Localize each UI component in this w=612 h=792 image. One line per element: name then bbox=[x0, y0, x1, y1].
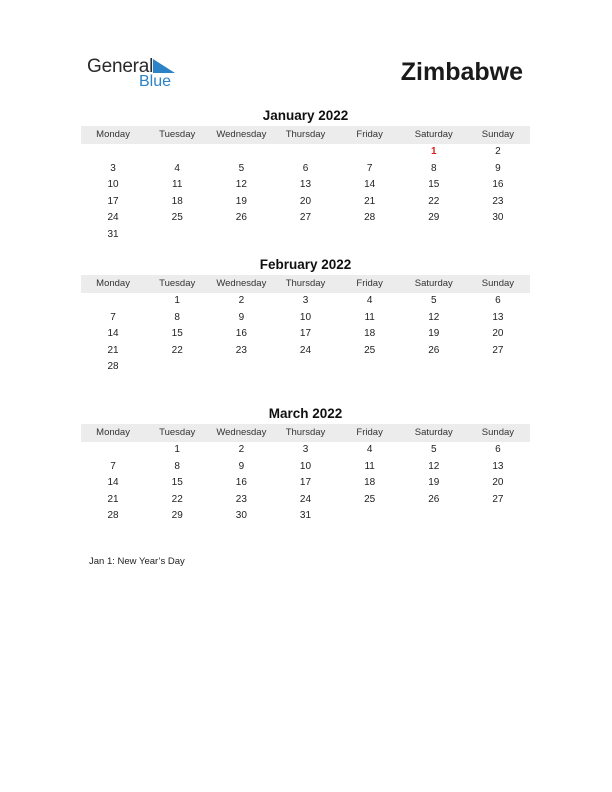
weekday-label: Friday bbox=[356, 427, 383, 438]
day-cell: 27 bbox=[492, 493, 504, 505]
weekday-label: Wednesday bbox=[216, 278, 267, 289]
day-cell: 15 bbox=[171, 477, 183, 489]
day-cell: 20 bbox=[492, 328, 504, 340]
day-cell: 26 bbox=[428, 344, 440, 356]
day-cell: 17 bbox=[299, 477, 312, 489]
empty-day-cell bbox=[81, 442, 145, 459]
empty-day-cell bbox=[338, 144, 402, 161]
day-cell: 6 bbox=[495, 444, 501, 455]
empty-day-cell bbox=[466, 508, 530, 525]
day-cell: 26 bbox=[235, 212, 247, 224]
day-cell: 3 bbox=[110, 162, 116, 174]
weekday-label: Wednesday bbox=[216, 427, 267, 438]
day-cell: 24 bbox=[299, 344, 312, 356]
day-cell: 20 bbox=[299, 195, 312, 207]
day-cell: 2 bbox=[238, 444, 245, 455]
day-cell: 8 bbox=[174, 460, 180, 472]
day-cell: 6 bbox=[495, 295, 501, 306]
weekday-header-row bbox=[81, 424, 530, 442]
empty-day-cell bbox=[273, 227, 337, 244]
empty-day-cell bbox=[273, 359, 337, 376]
day-cell: 23 bbox=[235, 493, 247, 505]
generalblue-logo bbox=[87, 56, 187, 92]
day-cell: 28 bbox=[107, 361, 119, 373]
day-cell: 30 bbox=[235, 510, 247, 522]
day-cell: 31 bbox=[107, 228, 119, 240]
day-cell: 29 bbox=[171, 510, 183, 522]
day-cell: 13 bbox=[492, 311, 504, 323]
week-row bbox=[81, 343, 530, 360]
day-cell: 4 bbox=[174, 162, 180, 174]
day-cell: 1 bbox=[174, 444, 180, 455]
empty-day-cell bbox=[402, 359, 466, 376]
day-cell: 7 bbox=[366, 162, 373, 174]
day-cell: 12 bbox=[428, 460, 440, 472]
day-cell: 15 bbox=[171, 328, 183, 340]
day-cell: 22 bbox=[171, 493, 183, 505]
day-cell: 14 bbox=[107, 477, 119, 489]
month-grid bbox=[81, 144, 530, 244]
day-cell: 16 bbox=[235, 328, 247, 340]
day-cell: 12 bbox=[428, 311, 440, 323]
week-row bbox=[81, 161, 530, 178]
empty-day-cell bbox=[466, 359, 530, 376]
empty-day-cell bbox=[209, 144, 273, 161]
month-calendar-january bbox=[81, 107, 530, 244]
day-cell: 20 bbox=[492, 477, 504, 489]
weekday-label: Sunday bbox=[481, 129, 515, 140]
weekday-label: Saturday bbox=[414, 427, 453, 438]
empty-day-cell bbox=[145, 359, 209, 376]
logo-text-blue: Blue bbox=[139, 73, 172, 90]
week-row bbox=[81, 177, 530, 194]
weekday-header-row bbox=[81, 126, 530, 144]
day-cell: 29 bbox=[428, 212, 440, 224]
day-cell: 23 bbox=[235, 344, 247, 356]
day-cell: 17 bbox=[107, 195, 119, 207]
weekday-label: Saturday bbox=[414, 129, 453, 140]
day-cell: 28 bbox=[364, 212, 376, 224]
day-cell: 24 bbox=[299, 493, 312, 505]
day-cell: 25 bbox=[364, 493, 376, 505]
weekday-label: Monday bbox=[96, 129, 130, 140]
day-cell: 4 bbox=[366, 444, 373, 455]
week-row bbox=[81, 310, 530, 327]
day-cell: 26 bbox=[428, 493, 440, 505]
empty-day-cell bbox=[338, 359, 402, 376]
empty-day-cell bbox=[466, 227, 530, 244]
day-cell: 27 bbox=[299, 212, 312, 224]
day-cell: 25 bbox=[171, 212, 183, 224]
day-cell: 18 bbox=[364, 328, 376, 340]
weekday-label: Monday bbox=[96, 427, 130, 438]
month-title: March 2022 bbox=[268, 406, 343, 421]
empty-day-cell bbox=[338, 227, 402, 244]
day-cell: 22 bbox=[171, 344, 183, 356]
day-cell: 30 bbox=[492, 212, 504, 224]
day-cell: 2 bbox=[495, 146, 501, 157]
day-cell: 8 bbox=[430, 162, 437, 174]
weekday-label: Thursday bbox=[285, 427, 326, 438]
weekday-label: Thursday bbox=[285, 278, 326, 289]
day-cell: 21 bbox=[107, 344, 119, 356]
week-row bbox=[81, 326, 530, 343]
day-cell: 4 bbox=[366, 295, 373, 306]
day-cell: 11 bbox=[364, 311, 375, 323]
day-cell: 8 bbox=[174, 311, 180, 323]
day-cell: 21 bbox=[107, 493, 119, 505]
day-cell: 14 bbox=[107, 328, 119, 340]
day-cell: 16 bbox=[235, 477, 247, 489]
day-cell: 22 bbox=[428, 195, 440, 207]
day-cell: 18 bbox=[171, 195, 183, 207]
day-cell: 24 bbox=[107, 212, 119, 224]
day-cell: 19 bbox=[428, 477, 440, 489]
empty-day-cell bbox=[209, 359, 273, 376]
day-cell: 11 bbox=[364, 460, 375, 472]
week-row bbox=[81, 144, 530, 161]
day-cell: 27 bbox=[492, 344, 504, 356]
week-row bbox=[81, 475, 530, 492]
week-row bbox=[81, 359, 530, 376]
week-row bbox=[81, 194, 530, 211]
day-cell: 17 bbox=[299, 328, 312, 340]
month-grid bbox=[81, 293, 530, 376]
empty-day-cell bbox=[402, 227, 466, 244]
holiday-note: Jan 1: New Year’s Day bbox=[89, 556, 185, 567]
day-cell: 6 bbox=[302, 162, 309, 174]
empty-day-cell bbox=[273, 144, 337, 161]
weekday-label: Sunday bbox=[481, 278, 515, 289]
month-calendar-february bbox=[81, 256, 530, 376]
day-cell: 3 bbox=[302, 444, 309, 455]
day-cell: 13 bbox=[299, 179, 312, 191]
day-cell: 9 bbox=[238, 460, 245, 472]
day-cell: 31 bbox=[299, 510, 312, 522]
day-cell: 5 bbox=[238, 162, 245, 174]
empty-day-cell bbox=[81, 293, 145, 310]
day-cell: 5 bbox=[430, 444, 437, 455]
day-cell: 2 bbox=[238, 295, 245, 306]
day-cell: 11 bbox=[172, 179, 183, 191]
day-cell: 15 bbox=[428, 179, 440, 191]
day-cell: 1 bbox=[430, 146, 437, 157]
weekday-label: Tuesday bbox=[159, 427, 196, 438]
day-cell: 10 bbox=[299, 460, 312, 472]
weekday-label: Wednesday bbox=[216, 129, 267, 140]
weekday-label: Friday bbox=[356, 278, 383, 289]
week-row bbox=[81, 508, 530, 525]
empty-day-cell bbox=[402, 508, 466, 525]
weekday-label: Saturday bbox=[414, 278, 453, 289]
month-title: February 2022 bbox=[259, 257, 352, 272]
empty-day-cell bbox=[145, 227, 209, 244]
empty-day-cell bbox=[209, 227, 273, 244]
day-cell: 21 bbox=[364, 195, 376, 207]
day-cell: 10 bbox=[107, 179, 119, 191]
day-cell: 7 bbox=[110, 460, 116, 472]
weekday-header-row bbox=[81, 275, 530, 293]
week-row bbox=[81, 293, 530, 310]
day-cell: 9 bbox=[495, 162, 501, 174]
day-cell: 7 bbox=[110, 311, 116, 323]
week-row bbox=[81, 210, 530, 227]
empty-day-cell bbox=[145, 144, 209, 161]
day-cell: 18 bbox=[364, 477, 376, 489]
week-row bbox=[81, 442, 530, 459]
day-cell: 28 bbox=[107, 510, 119, 522]
day-cell: 10 bbox=[299, 311, 312, 323]
week-row bbox=[81, 227, 530, 244]
month-grid bbox=[81, 442, 530, 525]
day-cell: 14 bbox=[364, 179, 376, 191]
week-row bbox=[81, 459, 530, 476]
empty-day-cell bbox=[338, 508, 402, 525]
day-cell: 25 bbox=[364, 344, 376, 356]
weekday-label: Monday bbox=[96, 278, 130, 289]
day-cell: 1 bbox=[174, 295, 180, 306]
day-cell: 19 bbox=[428, 328, 440, 340]
empty-day-cell bbox=[81, 144, 145, 161]
country-title: Zimbabwe bbox=[400, 58, 523, 86]
month-title: January 2022 bbox=[262, 108, 349, 123]
logo-text-general: General bbox=[87, 56, 154, 77]
day-cell: 13 bbox=[492, 460, 504, 472]
day-cell: 23 bbox=[492, 195, 504, 207]
weekday-label: Friday bbox=[356, 129, 383, 140]
weekday-label: Tuesday bbox=[159, 129, 196, 140]
holiday-notes bbox=[89, 556, 185, 567]
week-row bbox=[81, 492, 530, 509]
day-cell: 5 bbox=[430, 295, 437, 306]
month-calendar-march bbox=[81, 405, 530, 525]
day-cell: 3 bbox=[302, 295, 309, 306]
day-cell: 19 bbox=[235, 195, 247, 207]
day-cell: 9 bbox=[238, 311, 245, 323]
weekday-label: Thursday bbox=[285, 129, 326, 140]
weekday-label: Tuesday bbox=[159, 278, 196, 289]
day-cell: 16 bbox=[492, 179, 504, 191]
day-cell: 12 bbox=[235, 179, 247, 191]
weekday-label: Sunday bbox=[481, 427, 515, 438]
